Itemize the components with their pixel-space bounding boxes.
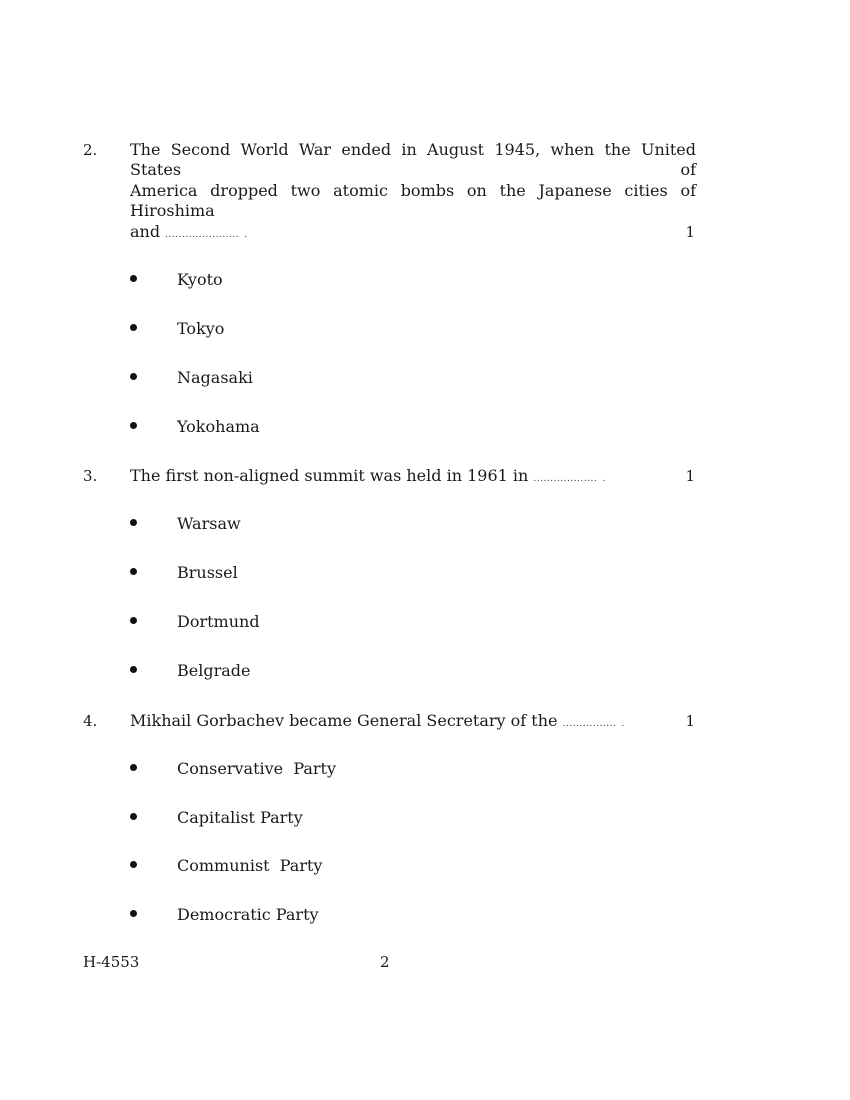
question-text-line-1 bbox=[130, 466, 696, 489]
option-label: Kyoto bbox=[177, 270, 223, 289]
question-text-fragment: The first non-aligned summit was held in 1961 in bbox=[130, 466, 529, 485]
option-label: Nagasaki bbox=[177, 368, 253, 387]
bullet-icon bbox=[130, 617, 137, 624]
option-item bbox=[0, 319, 850, 341]
question-number: 2. bbox=[83, 141, 98, 159]
option-label: Capitalist Party bbox=[177, 808, 303, 827]
option-label: Belgrade bbox=[177, 661, 251, 680]
question-marks: 1 bbox=[685, 712, 695, 730]
option-item bbox=[0, 759, 850, 781]
document-code: H-4553 bbox=[83, 953, 140, 971]
bullet-icon bbox=[130, 666, 137, 673]
blank-terminator: . bbox=[621, 719, 625, 729]
question-text-fragment: and bbox=[130, 222, 161, 241]
question-number: 4. bbox=[83, 712, 98, 730]
bullet-icon bbox=[130, 422, 137, 429]
option-label: Yokohama bbox=[177, 417, 260, 436]
page-number: 2 bbox=[380, 953, 390, 971]
question-text-line-2: America dropped two atomic bombs on the Japanese cities of Hiroshima bbox=[130, 181, 696, 220]
option-item bbox=[0, 661, 850, 683]
question-marks: 1 bbox=[685, 467, 695, 485]
option-item bbox=[0, 856, 850, 878]
answer-blank: ................... bbox=[533, 474, 598, 484]
question-text-line-1: The Second World War ended in August 1945, when the United States of bbox=[130, 140, 696, 179]
bullet-icon bbox=[130, 324, 137, 331]
answer-blank: ...................... bbox=[165, 230, 240, 240]
option-label: Conservative Party bbox=[177, 759, 337, 778]
blank-terminator: . bbox=[602, 474, 606, 484]
bullet-icon bbox=[130, 813, 137, 820]
option-label: Communist Party bbox=[177, 856, 323, 875]
option-item bbox=[0, 368, 850, 390]
blank-terminator: . bbox=[244, 230, 248, 240]
bullet-icon bbox=[130, 519, 137, 526]
option-label: Democratic Party bbox=[177, 905, 319, 924]
bullet-icon bbox=[130, 373, 137, 380]
option-item bbox=[0, 514, 850, 536]
option-item bbox=[0, 270, 850, 292]
option-item bbox=[0, 905, 850, 927]
option-label: Tokyo bbox=[177, 319, 225, 338]
bullet-icon bbox=[130, 275, 137, 282]
option-label: Warsaw bbox=[177, 514, 241, 533]
question-number: 3. bbox=[83, 467, 98, 485]
option-item bbox=[0, 612, 850, 634]
question-text-line-3 bbox=[130, 222, 696, 245]
answer-blank: ................ bbox=[562, 719, 617, 729]
option-item bbox=[0, 563, 850, 585]
option-item bbox=[0, 417, 850, 439]
option-label: Dortmund bbox=[177, 612, 260, 631]
question-marks: 1 bbox=[685, 223, 695, 241]
bullet-icon bbox=[130, 764, 137, 771]
bullet-icon bbox=[130, 861, 137, 868]
bullet-icon bbox=[130, 910, 137, 917]
option-label: Brussel bbox=[177, 563, 238, 582]
bullet-icon bbox=[130, 568, 137, 575]
question-text-line-1 bbox=[130, 711, 696, 734]
option-item bbox=[0, 808, 850, 830]
question-text-fragment: Mikhail Gorbachev became General Secretary of the bbox=[130, 711, 558, 730]
